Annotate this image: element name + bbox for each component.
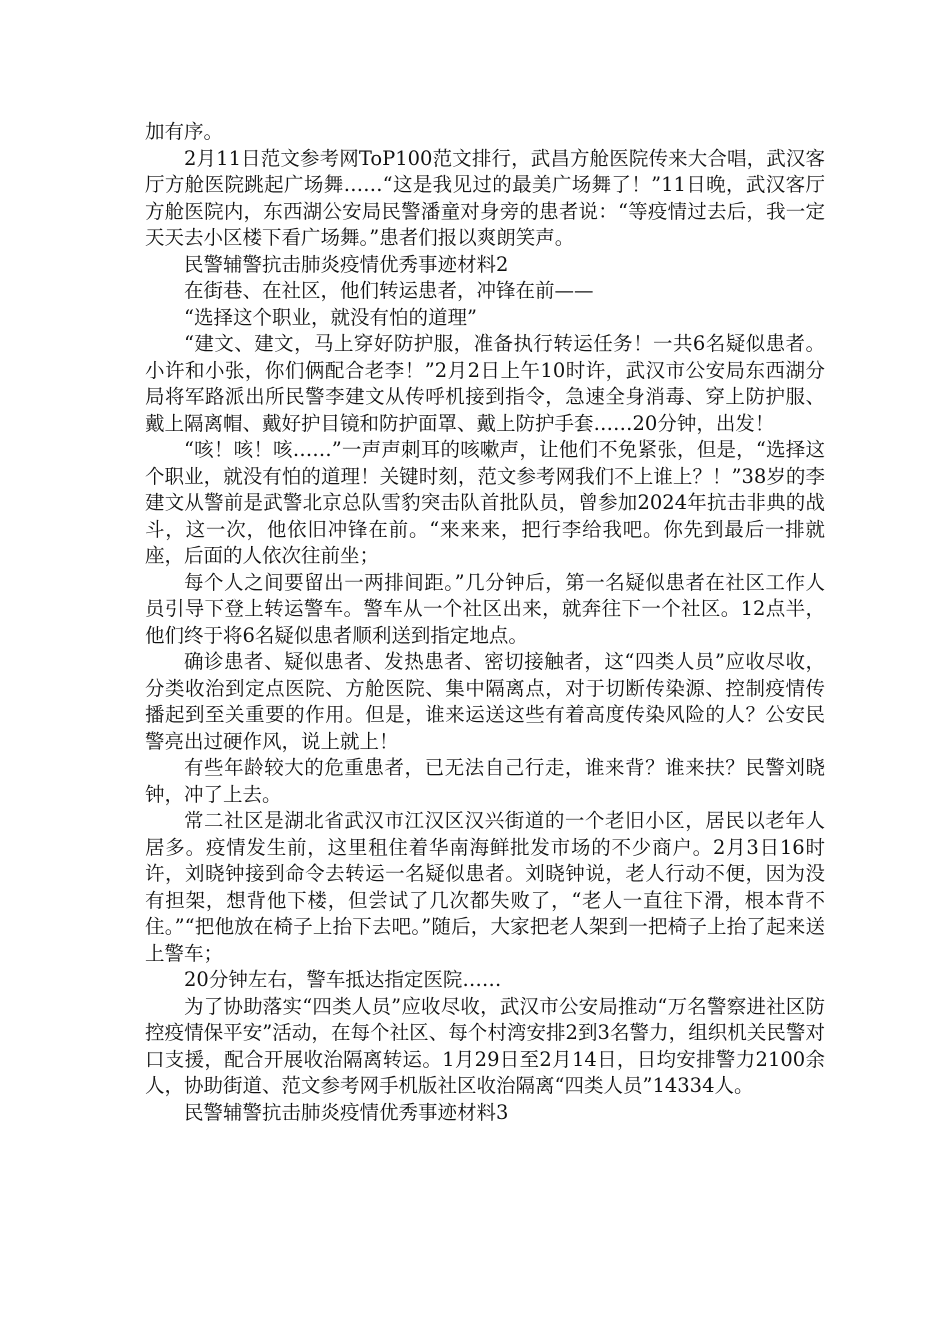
paragraph: 每个人之间要留出一两排间距。”几分钟后，第一名疑似患者在社区工作人员引导下登上转运警车。警车从一个社区出来，就奔往下一个社区。12点半，他们终于将6名疑似患者顺利送到指定地点。	[145, 570, 825, 647]
paragraph: 常二社区是湖北省武汉市江汉区汉兴街道的一个老旧小区，居民以老年人居多。疫情发生前，这里租住着华南海鲜批发市场的不少商户。2月3日16时许，刘晓钟接到命令去转运一名疑似患者。刘晓钟说，老人行动不便，因为没有担架，想背他下楼，但尝试了几次都失败了，“老人一直往下滑，根本背不住。”“把他放在椅子上抬下去吧。”随后，大家把老人架到一把椅子上抬了起来送上警车；	[145, 809, 825, 965]
paragraph: 为了协助落实“四类人员”应收尽收，武汉市公安局推动“万名警察进社区防控疫情保平安”活动，在每个社区、每个村湾安排2到3名警力，组织机关民警对口支援，配合开展收治隔离转运。1月29日至2月14日，日均安排警力2100余人，协助街道、范文参考网手机版社区收治隔离“四类人员”14334人。	[145, 994, 825, 1097]
paragraph: 有些年龄较大的危重患者，已无法自己行走，谁来背？谁来扶？民警刘晓钟，冲了上去。	[145, 756, 825, 806]
document-body	[145, 119, 825, 1126]
paragraph: 加有序。	[145, 120, 224, 143]
paragraph: 20分钟左右，警车抵达指定医院……	[184, 968, 502, 991]
paragraph: “建文、建文，马上穿好防护服，准备执行转运任务！一共6名疑似患者。小许和小张，你们俩配合老李！”2月2日上午10时许，武汉市公安局东西湖分局将军路派出所民警李建文从传呼机接到指令，急速全身消毒、穿上防护服、戴上隔离帽、戴好护目镜和防护面罩、戴上防护手套……20分钟，出发！	[145, 332, 825, 435]
paragraph: “咳！咳！咳……”一声声刺耳的咳嗽声，让他们不免紧张，但是，“选择这个职业，就没有怕的道理！关键时刻，范文参考网我们不上谁上？！”38岁的李建文从警前是武警北京总队雪豹突击队首批队员，曾参加2024年抗击非典的战斗，这一次，他依旧冲锋在前。“来来来，把行李给我吧。你先到最后一排就座，后面的人依次往前坐；	[145, 438, 825, 567]
paragraph: 2月11日范文参考网ToP100范文排行，武昌方舱医院传来大合唱，武汉客厅方舱医院跳起广场舞……“这是我见过的最美广场舞了！”11日晚，武汉客厅方舱医院内，东西湖公安局民警潘童对身旁的患者说：“等疫情过去后，我一定天天去小区楼下看广场舞。”患者们报以爽朗笑声。	[145, 146, 825, 249]
section-heading: 民警辅警抗击肺炎疫情优秀事迹材料3	[184, 1100, 509, 1124]
subheading: “选择这个职业，就没有怕的道理”	[184, 305, 477, 329]
section-heading: 民警辅警抗击肺炎疫情优秀事迹材料2	[184, 252, 509, 276]
paragraph: 确诊患者、疑似患者、发热患者、密切接触者，这“四类人员”应收尽收，分类收治到定点医院、方舱医院、集中隔离点，对于切断传染源、控制疫情传播起到至关重要的作用。但是，谁来运送这些有着高度传染风险的人？公安民警亮出过硬作风，说上就上！	[145, 650, 825, 753]
subheading: 在街巷、在社区，他们转运患者，冲锋在前——	[184, 279, 594, 302]
